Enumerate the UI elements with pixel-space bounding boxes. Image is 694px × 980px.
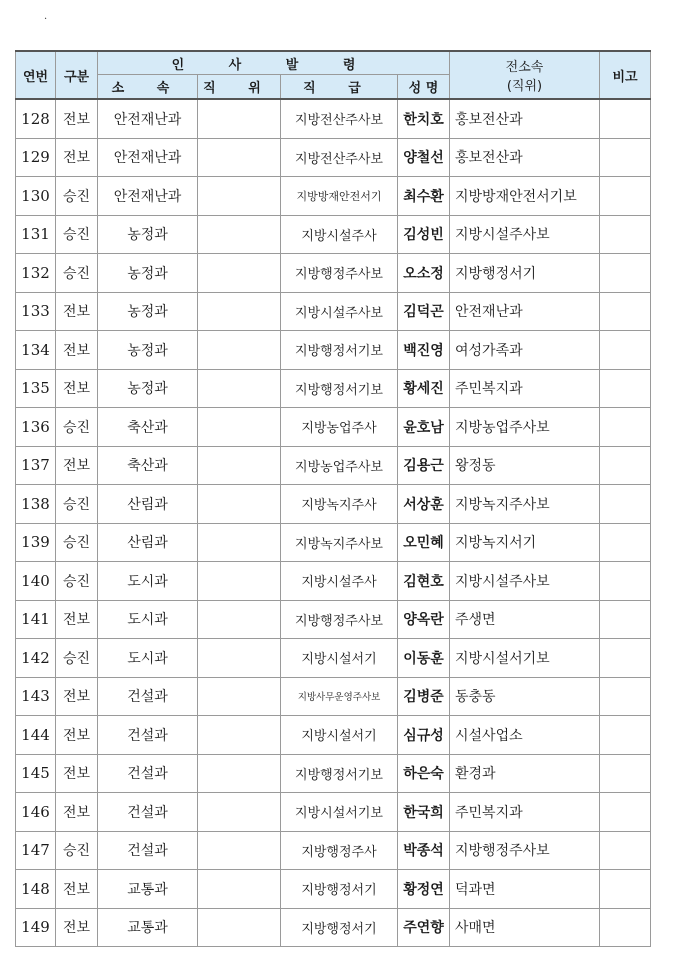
row-department: 산림과 <box>98 485 198 524</box>
row-department: 산림과 <box>98 523 198 562</box>
row-note <box>600 793 651 832</box>
row-department: 축산과 <box>98 408 198 447</box>
table-row <box>16 408 651 447</box>
row-position <box>198 177 281 216</box>
row-note <box>600 292 651 331</box>
header-name: 성 명 <box>398 75 450 100</box>
row-note <box>600 369 651 408</box>
row-category: 승진 <box>56 523 98 562</box>
row-category: 승진 <box>56 215 98 254</box>
row-grade: 지방행정서기보 <box>281 331 398 370</box>
row-grade: 지방행정서기 <box>281 870 398 909</box>
row-position <box>198 215 281 254</box>
row-grade: 지방녹지주사 <box>281 485 398 524</box>
row-department: 교통과 <box>98 908 198 947</box>
row-category: 승진 <box>56 485 98 524</box>
row-department: 농정과 <box>98 215 198 254</box>
row-note <box>600 138 651 177</box>
row-position <box>198 639 281 678</box>
row-category: 전보 <box>56 600 98 639</box>
row-number: 148 <box>16 870 56 909</box>
row-position <box>198 831 281 870</box>
row-number: 135 <box>16 369 56 408</box>
row-previous-post: 사매면 <box>450 908 600 947</box>
table-row <box>16 793 651 832</box>
row-previous-post: 지방시설주사보 <box>450 215 600 254</box>
row-department: 건설과 <box>98 754 198 793</box>
row-note <box>600 215 651 254</box>
row-name: 백진영 <box>398 331 450 370</box>
row-note <box>600 831 651 870</box>
table-row <box>16 754 651 793</box>
row-number: 147 <box>16 831 56 870</box>
header-previous-post <box>450 51 600 99</box>
row-grade: 지방시설서기 <box>281 716 398 755</box>
table-row <box>16 138 651 177</box>
row-position <box>198 331 281 370</box>
row-number: 129 <box>16 138 56 177</box>
row-previous-post: 덕과면 <box>450 870 600 909</box>
table-row <box>16 831 651 870</box>
row-grade: 지방녹지주사보 <box>281 523 398 562</box>
table-row <box>16 677 651 716</box>
table-row <box>16 908 651 947</box>
row-name: 황정연 <box>398 870 450 909</box>
row-position <box>198 446 281 485</box>
row-name: 하은숙 <box>398 754 450 793</box>
row-number: 146 <box>16 793 56 832</box>
row-grade: 지방행정주사보 <box>281 254 398 293</box>
row-position <box>198 754 281 793</box>
row-grade: 지방행정서기보 <box>281 369 398 408</box>
row-number: 143 <box>16 677 56 716</box>
row-department: 도시과 <box>98 639 198 678</box>
row-department: 건설과 <box>98 677 198 716</box>
table-header <box>16 51 651 99</box>
row-number: 132 <box>16 254 56 293</box>
table-row <box>16 331 651 370</box>
row-category: 승진 <box>56 408 98 447</box>
row-category: 승진 <box>56 254 98 293</box>
row-name: 한국희 <box>398 793 450 832</box>
row-category: 승진 <box>56 639 98 678</box>
row-note <box>600 254 651 293</box>
table-row <box>16 254 651 293</box>
row-number: 136 <box>16 408 56 447</box>
row-note <box>600 639 651 678</box>
row-name: 이동훈 <box>398 639 450 678</box>
row-previous-post: 지방행정주사보 <box>450 831 600 870</box>
row-note <box>600 408 651 447</box>
row-name: 김용근 <box>398 446 450 485</box>
row-position <box>198 562 281 601</box>
row-number: 139 <box>16 523 56 562</box>
table-row <box>16 523 651 562</box>
table-row <box>16 177 651 216</box>
row-position <box>198 716 281 755</box>
row-position <box>198 99 281 138</box>
row-note <box>600 485 651 524</box>
row-department: 농정과 <box>98 254 198 293</box>
row-department: 도시과 <box>98 600 198 639</box>
row-position <box>198 485 281 524</box>
row-category: 승진 <box>56 831 98 870</box>
row-grade: 지방시설서기 <box>281 639 398 678</box>
row-position <box>198 408 281 447</box>
row-previous-post: 지방농업주사보 <box>450 408 600 447</box>
header-department: 소 속 <box>98 75 198 100</box>
row-previous-post: 여성가족과 <box>450 331 600 370</box>
row-grade: 지방시설서기보 <box>281 793 398 832</box>
row-number: 142 <box>16 639 56 678</box>
row-category: 전보 <box>56 870 98 909</box>
row-position <box>198 138 281 177</box>
table-body <box>16 99 651 947</box>
row-name: 양철선 <box>398 138 450 177</box>
header-type: 구분 <box>56 51 98 99</box>
row-department: 건설과 <box>98 793 198 832</box>
row-name: 최수환 <box>398 177 450 216</box>
row-previous-post: 지방시설서기보 <box>450 639 600 678</box>
header-previous-post-line2: (직위) <box>506 79 543 94</box>
personnel-appointment-table <box>15 50 651 947</box>
row-number: 145 <box>16 754 56 793</box>
row-note <box>600 716 651 755</box>
row-grade: 지방행정주사보 <box>281 600 398 639</box>
row-number: 134 <box>16 331 56 370</box>
row-category: 전보 <box>56 369 98 408</box>
table-row <box>16 716 651 755</box>
row-note <box>600 99 651 138</box>
row-department: 농정과 <box>98 292 198 331</box>
row-name: 심규성 <box>398 716 450 755</box>
row-name: 김성빈 <box>398 215 450 254</box>
row-category: 전보 <box>56 793 98 832</box>
row-department: 건설과 <box>98 831 198 870</box>
row-grade: 지방농업주사 <box>281 408 398 447</box>
row-previous-post: 환경과 <box>450 754 600 793</box>
row-previous-post: 지방방재안전서기보 <box>450 177 600 216</box>
row-position <box>198 523 281 562</box>
row-department: 안전재난과 <box>98 99 198 138</box>
row-department: 건설과 <box>98 716 198 755</box>
row-grade: 지방방재안전서기 <box>281 177 398 216</box>
row-name: 김병준 <box>398 677 450 716</box>
row-category: 전보 <box>56 716 98 755</box>
row-note <box>600 446 651 485</box>
row-name: 오민혜 <box>398 523 450 562</box>
row-note <box>600 177 651 216</box>
row-department: 교통과 <box>98 870 198 909</box>
row-previous-post: 주민복지과 <box>450 793 600 832</box>
table-row <box>16 870 651 909</box>
row-grade: 지방행정서기보 <box>281 754 398 793</box>
row-name: 양옥란 <box>398 600 450 639</box>
row-note <box>600 908 651 947</box>
table-row <box>16 562 651 601</box>
row-previous-post: 홍보전산과 <box>450 138 600 177</box>
row-previous-post: 시설사업소 <box>450 716 600 755</box>
scan-speck: · <box>44 14 48 25</box>
row-number: 128 <box>16 99 56 138</box>
row-name: 윤호남 <box>398 408 450 447</box>
row-name: 오소정 <box>398 254 450 293</box>
row-position <box>198 600 281 639</box>
row-previous-post: 지방녹지서기 <box>450 523 600 562</box>
row-note <box>600 331 651 370</box>
row-number: 131 <box>16 215 56 254</box>
row-position <box>198 677 281 716</box>
row-position <box>198 870 281 909</box>
row-name: 박종석 <box>398 831 450 870</box>
row-position <box>198 254 281 293</box>
row-number: 130 <box>16 177 56 216</box>
row-name: 서상훈 <box>398 485 450 524</box>
row-department: 안전재난과 <box>98 138 198 177</box>
table-row <box>16 215 651 254</box>
row-previous-post: 홍보전산과 <box>450 99 600 138</box>
row-note <box>600 562 651 601</box>
row-department: 농정과 <box>98 331 198 370</box>
row-name: 주연향 <box>398 908 450 947</box>
row-previous-post: 지방시설주사보 <box>450 562 600 601</box>
row-previous-post: 지방행정서기 <box>450 254 600 293</box>
header-grade: 직 급 <box>281 75 398 100</box>
row-category: 전보 <box>56 138 98 177</box>
row-name: 황세진 <box>398 369 450 408</box>
row-category: 전보 <box>56 292 98 331</box>
row-number: 141 <box>16 600 56 639</box>
row-grade: 지방전산주사보 <box>281 99 398 138</box>
row-department: 도시과 <box>98 562 198 601</box>
row-note <box>600 754 651 793</box>
header-note: 비고 <box>600 51 651 99</box>
row-category: 전보 <box>56 677 98 716</box>
row-grade: 지방시설주사보 <box>281 292 398 331</box>
row-position <box>198 908 281 947</box>
row-number: 138 <box>16 485 56 524</box>
row-grade: 지방전산주사보 <box>281 138 398 177</box>
header-position: 직 위 <box>198 75 281 100</box>
row-previous-post: 동충동 <box>450 677 600 716</box>
header-no: 연번 <box>16 51 56 99</box>
row-grade: 지방사무운영주사보 <box>281 677 398 716</box>
row-category: 전보 <box>56 331 98 370</box>
row-number: 144 <box>16 716 56 755</box>
table-row <box>16 369 651 408</box>
row-previous-post: 지방녹지주사보 <box>450 485 600 524</box>
row-position <box>198 793 281 832</box>
row-number: 137 <box>16 446 56 485</box>
row-name: 김덕곤 <box>398 292 450 331</box>
table-row <box>16 99 651 138</box>
row-grade: 지방시설주사 <box>281 215 398 254</box>
row-previous-post: 왕정동 <box>450 446 600 485</box>
row-note <box>600 600 651 639</box>
row-grade: 지방시설주사 <box>281 562 398 601</box>
row-category: 전보 <box>56 99 98 138</box>
row-category: 전보 <box>56 446 98 485</box>
row-grade: 지방농업주사보 <box>281 446 398 485</box>
row-previous-post: 안전재난과 <box>450 292 600 331</box>
row-department: 축산과 <box>98 446 198 485</box>
row-number: 140 <box>16 562 56 601</box>
table-row <box>16 485 651 524</box>
row-category: 승진 <box>56 177 98 216</box>
row-previous-post: 주생면 <box>450 600 600 639</box>
row-previous-post: 주민복지과 <box>450 369 600 408</box>
row-department: 안전재난과 <box>98 177 198 216</box>
table-row <box>16 639 651 678</box>
row-note <box>600 677 651 716</box>
table-row <box>16 446 651 485</box>
table-row <box>16 292 651 331</box>
header-appointment-group: 인 사 발 령 <box>98 51 450 75</box>
row-note <box>600 523 651 562</box>
row-number: 133 <box>16 292 56 331</box>
row-grade: 지방행정서기 <box>281 908 398 947</box>
row-grade: 지방행정주사 <box>281 831 398 870</box>
row-department: 농정과 <box>98 369 198 408</box>
row-name: 김현호 <box>398 562 450 601</box>
row-category: 승진 <box>56 562 98 601</box>
row-category: 전보 <box>56 908 98 947</box>
row-number: 149 <box>16 908 56 947</box>
table-row <box>16 600 651 639</box>
row-note <box>600 870 651 909</box>
row-position <box>198 292 281 331</box>
row-name: 한치호 <box>398 99 450 138</box>
row-category: 전보 <box>56 754 98 793</box>
row-position <box>198 369 281 408</box>
header-previous-post-line1: 전소속 <box>505 60 544 75</box>
